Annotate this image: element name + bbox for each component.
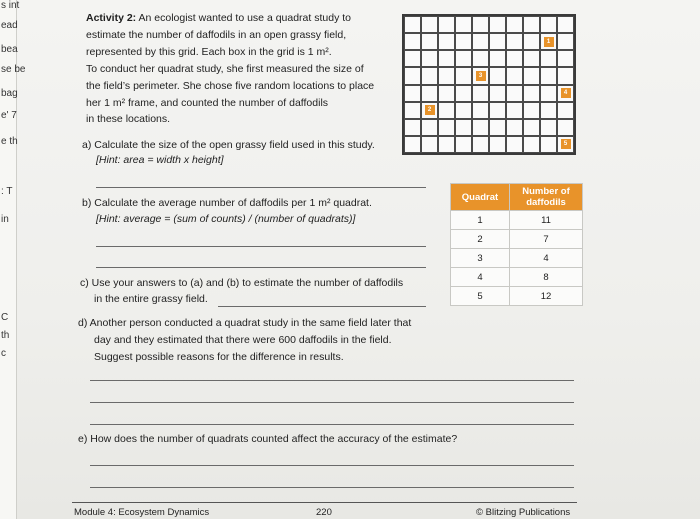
answer-line-d-3[interactable] [90, 424, 574, 425]
margin-fragment: c [1, 348, 6, 359]
margin-fragment: e th [1, 136, 18, 147]
grid-cell [523, 50, 540, 67]
margin-fragment: bag [1, 88, 18, 99]
table-header-count: Number of daffodils [510, 184, 583, 211]
grid-cell [404, 102, 421, 119]
grid-cell [472, 85, 489, 102]
margin-fragment: bea [1, 44, 18, 55]
activity-intro-line-1: Activity 2: An ecologist wanted to use a quadrat study to [86, 12, 351, 24]
grid-cell [455, 136, 472, 153]
activity-intro-line: in these locations. [86, 113, 171, 125]
grid-cell [523, 33, 540, 50]
question-a: a) Calculate the size of the open grassy field used in this study. [82, 139, 375, 151]
grid-cell [557, 16, 574, 33]
margin-fragment: ead [1, 20, 18, 31]
quadrat-marker: 2 [425, 105, 435, 115]
footer-page-number: 220 [316, 507, 332, 518]
grid-cell [489, 136, 506, 153]
quadrat-number: 1 [451, 211, 510, 230]
grid-cell [455, 102, 472, 119]
table-row [451, 287, 583, 306]
grid-cell [404, 67, 421, 84]
grid-cell [523, 119, 540, 136]
question-a-hint: [Hint: area = width x height] [96, 154, 224, 166]
grid-cell [421, 119, 438, 136]
grid-cell [455, 16, 472, 33]
table-row [451, 249, 583, 268]
answer-line-a[interactable] [96, 187, 426, 188]
grid-cell [438, 136, 455, 153]
quadrat-number: 2 [451, 230, 510, 249]
activity-intro-line: estimate the number of daffodils in an open grassy field, [86, 29, 347, 41]
grid-cell [438, 102, 455, 119]
margin-fragment: C [1, 312, 9, 323]
grid-cell [523, 85, 540, 102]
daffodil-count: 8 [510, 268, 583, 287]
grid-cell [438, 33, 455, 50]
field-grid [402, 14, 576, 155]
answer-line-c[interactable] [218, 306, 426, 307]
grid-cell [455, 119, 472, 136]
grid-cell [472, 136, 489, 153]
footer-module: Module 4: Ecosystem Dynamics [74, 507, 210, 518]
grid-cell [557, 136, 574, 153]
grid-cell [540, 102, 557, 119]
margin-fragment: th [1, 330, 10, 341]
quadrat-marker: 3 [476, 71, 486, 81]
grid-cell [421, 136, 438, 153]
margin-fragment: : T [1, 186, 13, 197]
quadrat-marker: 1 [544, 37, 554, 47]
previous-page-edge [0, 0, 26, 519]
grid-cell [557, 50, 574, 67]
daffodil-count: 12 [510, 287, 583, 306]
footer-rule [72, 502, 577, 503]
question-b: b) Calculate the average number of daffodils per 1 m² quadrat. [82, 197, 372, 209]
grid-cell [506, 136, 523, 153]
grid-cell [506, 102, 523, 119]
grid-cell [557, 119, 574, 136]
grid-cell [506, 85, 523, 102]
grid-cell [472, 33, 489, 50]
grid-cell [438, 50, 455, 67]
margin-fragment: in [1, 214, 9, 225]
grid-cell [404, 136, 421, 153]
grid-cell [523, 136, 540, 153]
grid-cell [438, 16, 455, 33]
grid-cell [489, 119, 506, 136]
activity-label: Activity 2: [86, 12, 137, 24]
grid-cell [557, 102, 574, 119]
daffodil-count: 11 [510, 211, 583, 230]
question-d-line-3: Suggest possible reasons for the difference in results. [94, 351, 344, 363]
grid-cell [540, 119, 557, 136]
activity-intro-line: her 1 m² frame, and counted the number of daffodils [86, 97, 329, 109]
margin-fragment: se be [1, 64, 26, 75]
grid-cell [489, 33, 506, 50]
grid-cell [523, 67, 540, 84]
grid-cell [438, 85, 455, 102]
grid-cell [404, 119, 421, 136]
margin-fragment: e' 7 [1, 110, 17, 121]
quadrat-number: 5 [451, 287, 510, 306]
grid-cell [421, 67, 438, 84]
grid-cell [455, 67, 472, 84]
grid-cell [421, 50, 438, 67]
answer-line-e-1[interactable] [90, 465, 574, 466]
grid-cell [540, 16, 557, 33]
grid-cell [472, 102, 489, 119]
table-row [451, 268, 583, 287]
grid-cell [523, 16, 540, 33]
question-e: e) How does the number of quadrats counted affect the accuracy of the estimate? [78, 433, 458, 445]
grid-cell [540, 136, 557, 153]
daffodil-count-table [450, 183, 583, 306]
grid-cell [489, 102, 506, 119]
grid-cell [540, 50, 557, 67]
grid-cell [557, 85, 574, 102]
grid-cell [455, 33, 472, 50]
margin-fragment: s int [1, 0, 20, 11]
activity-intro-line: represented by this grid. Each box in the grid is 1 m². [86, 46, 332, 58]
table-row [451, 230, 583, 249]
question-d-line-1: d) Another person conducted a quadrat study in the same field later that [78, 317, 412, 329]
grid-cell [489, 85, 506, 102]
grid-cell [472, 16, 489, 33]
grid-cell [455, 50, 472, 67]
grid-cell [404, 85, 421, 102]
grid-cell [489, 16, 506, 33]
grid-cell [438, 119, 455, 136]
question-c-line-1: c) Use your answers to (a) and (b) to estimate the number of daffodils [80, 277, 404, 289]
grid-cell [489, 50, 506, 67]
table-header-quadrat: Quadrat [451, 184, 510, 211]
grid-cell [472, 119, 489, 136]
question-d-line-2: day and they estimated that there were 600 daffodils in the field. [94, 334, 392, 346]
grid-cell [557, 67, 574, 84]
grid-cell [506, 119, 523, 136]
grid-cell [540, 33, 557, 50]
grid-cell [523, 102, 540, 119]
answer-line-b-1[interactable] [96, 246, 426, 247]
daffodil-count: 7 [510, 230, 583, 249]
answer-line-d-2[interactable] [90, 402, 574, 403]
table-row [451, 211, 583, 230]
activity-intro-line: the field’s perimeter. She chose five random locations to place [86, 80, 375, 92]
grid-cell [404, 50, 421, 67]
grid-cell [506, 50, 523, 67]
quadrat-marker: 5 [561, 139, 571, 149]
answer-line-e-2[interactable] [90, 487, 574, 488]
grid-cell [506, 33, 523, 50]
grid-cell [506, 67, 523, 84]
answer-line-b-2[interactable] [96, 267, 426, 268]
grid-cell [455, 85, 472, 102]
footer-publisher: © Blitzing Publications [476, 507, 571, 518]
daffodil-count: 4 [510, 249, 583, 268]
question-c-line-2: in the entire grassy field. [94, 293, 208, 305]
grid-cell [472, 67, 489, 84]
quadrat-marker: 4 [561, 88, 571, 98]
grid-cell [472, 50, 489, 67]
question-b-hint: [Hint: average = (sum of counts) / (number of quadrats)] [96, 213, 356, 225]
grid-cell [421, 85, 438, 102]
activity-intro-line: To conduct her quadrat study, she first measured the size of [86, 63, 364, 75]
grid-cell [421, 102, 438, 119]
grid-cell [557, 33, 574, 50]
grid-cell [489, 67, 506, 84]
grid-cell [540, 85, 557, 102]
grid-cell [404, 16, 421, 33]
quadrat-number: 3 [451, 249, 510, 268]
grid-cell [421, 16, 438, 33]
grid-cell [540, 67, 557, 84]
grid-cell [438, 67, 455, 84]
answer-line-d-1[interactable] [90, 380, 574, 381]
grid-cell [506, 16, 523, 33]
quadrat-number: 4 [451, 268, 510, 287]
grid-cell [421, 33, 438, 50]
grid-cell [404, 33, 421, 50]
